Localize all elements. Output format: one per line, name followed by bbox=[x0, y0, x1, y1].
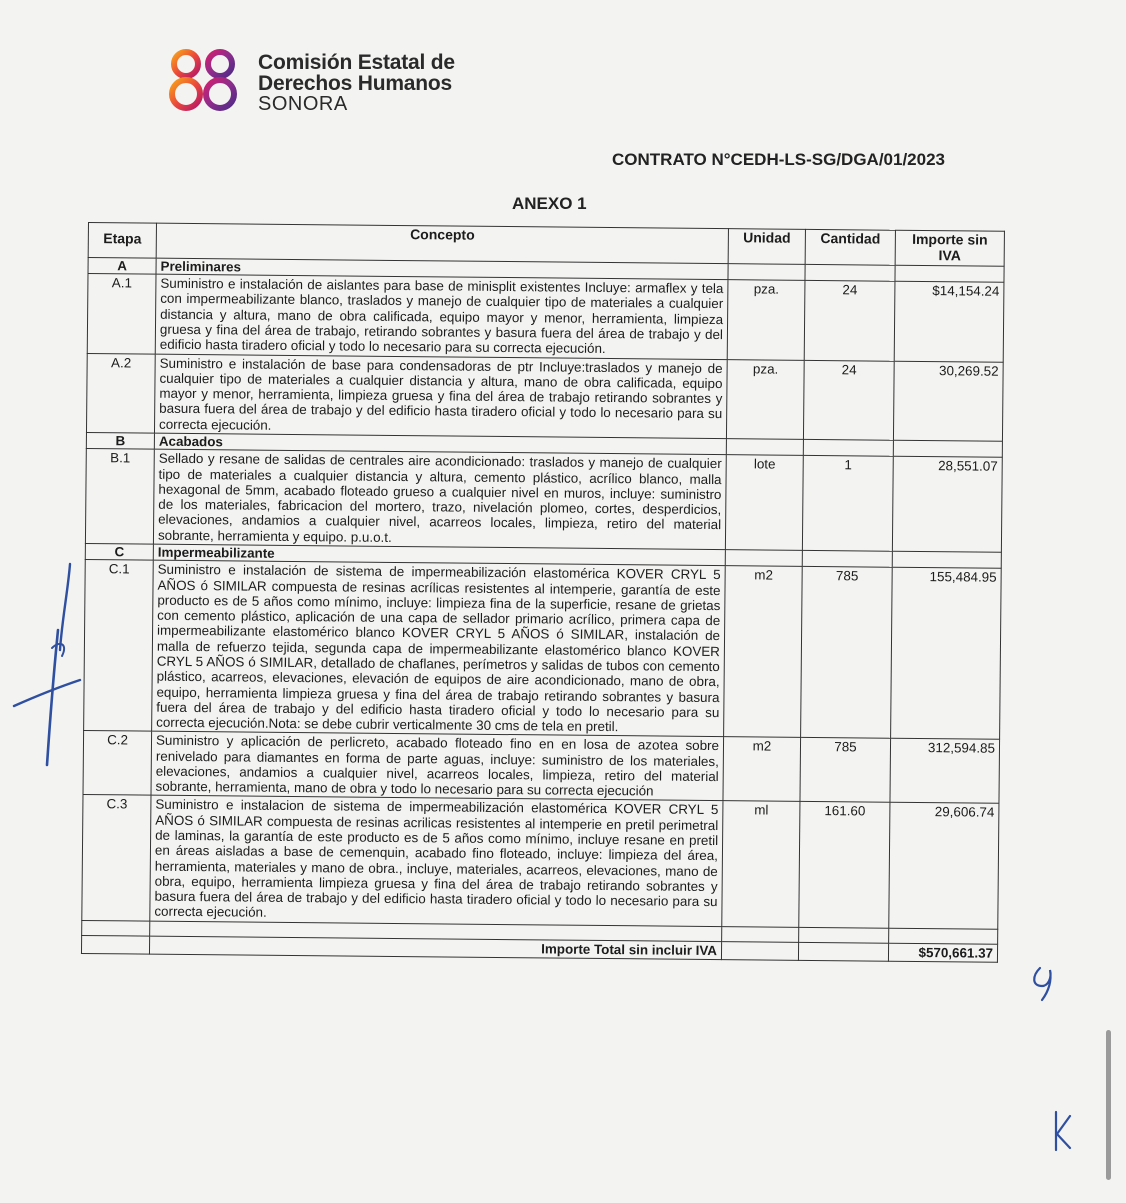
total-amount: $570,661.37 bbox=[888, 943, 997, 962]
item-quantity: 785 bbox=[800, 738, 891, 803]
section-name: Preliminares bbox=[156, 258, 728, 280]
table-row bbox=[82, 795, 999, 929]
table-row bbox=[86, 353, 1003, 441]
cedh-logo-icon bbox=[166, 48, 244, 114]
annex-title: ANEXO 1 bbox=[512, 194, 587, 213]
table-row bbox=[85, 449, 1002, 552]
item-amount: 312,594.85 bbox=[890, 739, 1000, 804]
scrollbar-thumb[interactable] bbox=[1106, 1030, 1111, 1180]
section-code: B bbox=[86, 432, 154, 449]
item-code: A.1 bbox=[87, 274, 156, 354]
item-concept: Suministro e instalación de base para condensadoras de ptr Incluye:traslados y manejo de cualquier tipo de materiales a cualquier distancia y altura, mano de obra calificada, equipo mayor y menor, herramienta, limpieza gruesa y fina del área de trabajo retirando sobrantes y basura fuera del área de trabajo y del edificio hasta tiradero oficial y todo lo necesario para su correcta ejecución. bbox=[154, 354, 727, 439]
item-code: B.1 bbox=[85, 449, 154, 544]
organization-logo bbox=[166, 48, 455, 114]
item-concept: Suministro e instalación de aislantes para base de minisplit existentes Incluye: armaflex y tela con impermeabilizante blanco, traslados y manejo de cualquier tipo de materiales a cualquier distancia y altura, mano de obra calificada, equipo mayor y menor, herramienta, limpieza gruesa y fina del área de trabajo, retirando sobrantes y basura fuera del área de trabajo y del edificio hasta tiradero oficial y todo lo necesario para su correcta ejecución. bbox=[155, 274, 728, 359]
item-unit: pza. bbox=[726, 359, 804, 439]
item-concept: Suministro e instalación de sistema de impermeabilización elastomérica KOVER CRYL 5 AÑOS ó SIMILAR compuesta de resinas acrílicas resistentes al intemperie, garantía de este producto es de 5 años como mínimo, incluye: limpieza fina de la superficie, resane de grietas con cemento plástico, aplicación de una capa de sellador primario acrílico, primera capa de impermeabilizante elastomérico blanco KOVER CRYL 5 AÑOS ó SIMILAR, instalación de malla de refuerzo tejida, segunda capa de impermeabilizante elastomérico blanco KOVER CRYL 5 AÑOS ó SIMILAR, detallado de chaflanes, perímetros y salidas de tubos con cemento plástico, acarreos, elevaciones, elevación de equipos de aire acondicionado, mano de obra, equipo, herramienta limpieza gruesa y fina del área de trabajo retirando sobrantes y basura fuera del área de trabajo y del edificio hasta tiradero oficial y todo lo necesario para su correcta ejecución.Nota: se debe cubrir verticalmente 30 cms de tela en pretil. bbox=[152, 560, 726, 737]
handwritten-mark-icon bbox=[1048, 1108, 1076, 1154]
item-quantity: 24 bbox=[804, 281, 895, 361]
header-etapa: Etapa bbox=[88, 223, 156, 259]
item-amount: 30,269.52 bbox=[893, 361, 1003, 441]
section-code: A bbox=[88, 257, 156, 274]
table-row bbox=[84, 560, 1002, 740]
header-cantidad: Cantidad bbox=[805, 229, 895, 265]
item-unit: ml bbox=[722, 801, 800, 927]
item-unit: m2 bbox=[724, 566, 803, 738]
item-quantity: 785 bbox=[801, 567, 893, 739]
item-quantity: 24 bbox=[803, 360, 894, 440]
org-name-line1: Comisión Estatal de bbox=[258, 51, 455, 74]
table-row bbox=[87, 274, 1004, 362]
item-amount: 155,484.95 bbox=[891, 567, 1002, 739]
contract-number: CONTRATO N°CEDH-LS-SG/DGA/01/2023 bbox=[612, 150, 946, 169]
item-quantity: 1 bbox=[802, 456, 893, 552]
item-unit: lote bbox=[725, 455, 803, 550]
header-importe: Importe sin IVA bbox=[895, 230, 1004, 266]
handwritten-signature-left-icon bbox=[10, 560, 90, 775]
item-concept: Sellado y resane de salidas de centrales aire acondicionado: traslados y manejo de cualquier tipo de materiales a cualquier distancia y altura, cemento plástico, acrílico blanco, malla hexagonal de 5mm, acabado floteado grueso a cualquier nivel en muros, incluye: suministro de los materiales, fabricacion del mortero, trazo, nivelación plomeo, cortes, desperdicios, elevaciones, andamios a cualquier nivel, acarreos locales, limpieza, retiro del material sobrante, herramienta y equipo. p.u.o.t. bbox=[153, 449, 726, 549]
item-code: A.2 bbox=[86, 353, 155, 433]
item-unit: pza. bbox=[727, 280, 805, 360]
header-unidad: Unidad bbox=[728, 229, 805, 265]
item-code: C.2 bbox=[83, 731, 152, 796]
item-code: C.1 bbox=[84, 560, 154, 732]
table-row bbox=[83, 731, 1000, 804]
item-amount: $14,154.24 bbox=[894, 281, 1004, 361]
budget-table bbox=[81, 222, 1005, 963]
item-quantity: 161.60 bbox=[799, 802, 890, 928]
total-label: Importe Total sin incluir IVA bbox=[149, 936, 721, 960]
item-code: C.3 bbox=[82, 795, 151, 921]
org-name-line2: Derechos Humanos bbox=[258, 72, 453, 95]
item-unit: m2 bbox=[723, 737, 801, 802]
item-concept: Suministro y aplicación de perlicreto, acabado floteado fino en en losa de azotea sobre renivelado para diamantes en forma de parte aguas, incluye: suministro de los materiales, elevaciones, andamios a cualquier nivel, acarreos locales, limpieza, retiro del material sobrante, herramienta, mano de obra y todo lo necesario para su correcta ejecución bbox=[151, 731, 724, 801]
section-name: Impermeabilizante bbox=[153, 544, 725, 566]
org-name-line3: SONORA bbox=[258, 93, 348, 115]
item-concept: Suministro e instalacion de sistema de impermeabilización elastomérica KOVER CRYL 5 AÑOS ó SIMILAR compuesta de resinas acrilicas resistentes al intemperie en pretil perimetral de laminas, la garantía de este producto es de 5 años como mínimo, incluye resane en pretil en áreas aisladas a base de cemenquin, acabado fino floteado, incluye: limpieza del área, herramienta, materiales y mano de obra., incluye, materiales, acarreos, elevaciones, mano de obra, equipo, herramienta limpieza gruesa y fina del área de trabajo retirando sobrantes y basura fuera del área de trabajo y del edificio hasta tiradero oficial y todo lo necesario para su correcta ejecución. bbox=[150, 796, 723, 927]
section-name: Acabados bbox=[154, 433, 726, 455]
section-code: C bbox=[85, 543, 153, 560]
handwritten-initial-icon bbox=[1028, 962, 1064, 1004]
header-concepto: Concepto bbox=[156, 223, 728, 263]
item-amount: 28,551.07 bbox=[892, 457, 1002, 553]
item-amount: 29,606.74 bbox=[889, 803, 999, 929]
